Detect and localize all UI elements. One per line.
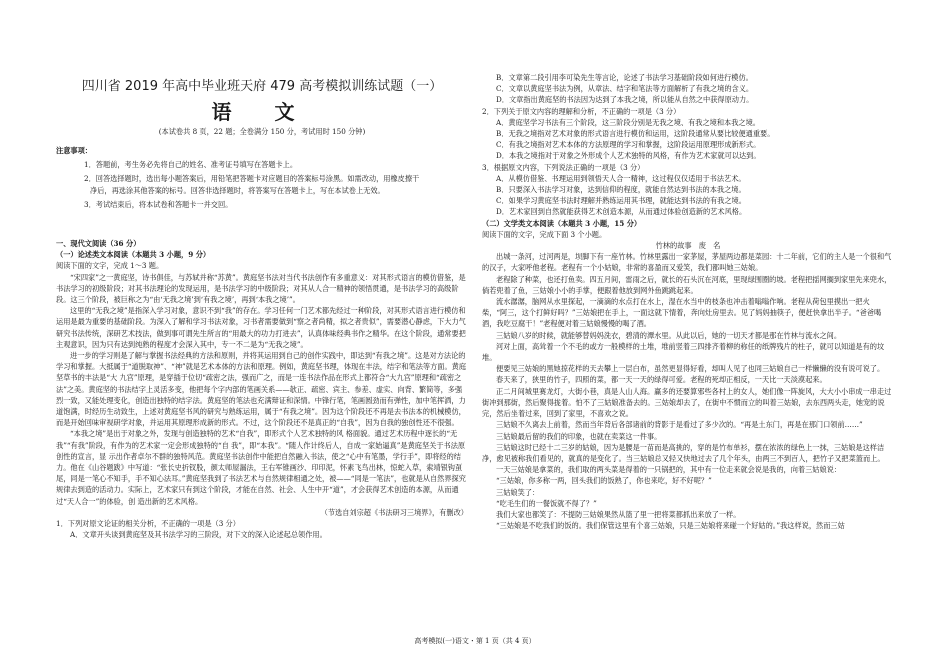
section-heading: 一、现代文阅读（36 分）: [56, 239, 141, 248]
notice-item: 3．考试结束后，将本试卷和答题卡一并交回。: [84, 199, 233, 209]
paragraph: 这里的“无我之境”是指深入学习对象，意识不到“我”的存在。学习任何一门艺术都先经过一种阶段，对其形式语言进行模仿和运用是最为重要的基础阶段。为深入了解和学习书法对象，习书者需要做到“察之者尚精，拟之者贵似”，需要潜心静虑，下大力气研究书法传统，深研艺术技法，做到事可谓先生所言的“用最大的功力打进去”，认真体味经典书作之精华。在这个阶段，通常要把主观意识，因为只有达到纯熟的程度才会深入其中，专一不二是为“无我之境”。: [56, 306, 466, 349]
story-paragraph: 三姑娘不久离去上前着，然而当年背后各部诸前的背影于是看过了多少次的。“再是土东门，再是在那门口领前……”: [496, 420, 863, 430]
story-paragraph: 流水潺潺，脑网从水里探起，一滴滴的水点打在水上，湿在水当中的枝条也冲击着嗡嗡作响。老程从荷包里摸出一把火柴，“阿三，这个打鲜好吗？”三姑娘把在手上，一面这就下情着，奔向灶房里去。见了妈妈抽筷子，便赶快拿出半子。“爸爸喝酒，我吃豆腐干！”老程便对着三姑娘慢慢的喝了酒。: [482, 297, 882, 329]
question-3-option-a: A．从模仿借鉴、书理运用到领悟天人合一精神，这过程仅仅适用于书法艺术。: [496, 173, 746, 183]
notice-item: 2．回答选择题时，选出每小题答案后，用铅笔把答题卡对应题目的答案标号涂黑。如需改动，用橡皮擦干: [84, 174, 420, 184]
question-3-option-d: D．艺术家回到自然就能获得艺术创造本源，从而通过体验创造新的艺术风格。: [496, 207, 747, 217]
reading-section: [56, 238, 468, 540]
question-2-option-b: B．无我之境指对艺术对象的形式语言进行模仿和运用，这阶段通常从要比较便通重要。: [496, 129, 775, 139]
question-1-option-a: A．文章开头谈到黄庭坚及其书法学习的三阶段，对下文的深入论述起总领作用。: [70, 530, 327, 540]
story-paragraph: 三姑娘笑了：: [496, 487, 540, 497]
question-2-option-a: A．黄庭坚学习书法有三个阶段，这三阶段分别是无我之境、有我之境和本我之境。: [496, 117, 760, 127]
notice-item: 1．答题前，考生务必先将自己的姓名、准考证号填写在答题卡上。: [84, 160, 298, 170]
paragraph: “本我之境”是出于对象之外，发现与创造独特的艺术“自我”，即形式个人艺术独特的风 格面貌。通过艺术历程中逐长的“无我”“有我”阶段，有作为的艺术家一定会形成独特的“自 我”，即“本我”。“随人作计终后人，自成一家始逼真”是黄庭坚关于书法原创性的宣言，显 示出作者卓尔不群的独特风范。黄庭坚书法创作中能把自然融入书法，使之“心中有笔墨，学行手”，即将经的结力。他在《山谷题跋》中写道：“张长史折钗股，颜太师屋漏法，王右军锥画沙、印印泥，怀素飞鸟出林，惊蛇入草，索靖银钩虿尾，同是一笔心不知手，手不知心法耳。”黄庭坚我到了书法艺术与自然规律相通之处，被——“同是一笔法”，也就是从自然界探究规律去到造的活动力。实际上，艺术家只有到这个阶段，才能在自然、社会、人生中开“道”，才会获得艺术创造的本源，从而通过“天人合一”的体验，创 造出新的艺术风格。: [56, 429, 466, 506]
question-2-option-c: C．有我之境指对艺术本体的方法原理的学习和掌握，这阶段运用原理形成新形式。: [496, 140, 761, 150]
question-1-option-c: C．文章以黄庭坚书法为例，从章法、结字和笔法等方面解析了有我之境的含义。: [496, 84, 754, 94]
exam-title: 四川省 2019 年高中毕业班天府 479 高考模拟训练试题（一）: [81, 79, 443, 94]
story-paragraph: 一天三姑娘是拿菜的，我们取的两头菜是得着的一只锅把的，其中有一位走来就会说是我的，向着三姑娘说：: [496, 465, 842, 475]
story-paragraph: 正二月间城里赛龙灯，大街小巷，真是人山人海。赢多的还要算邪些各村上的女人，她们像一阵旋风，大大小小串成一串走过街冲到那街，然后聚得拢着。怕不了三姑娘准备去的。三姑娘却去了，在街中不惯而立的叫着三姑娘，去东西两头走，她宠的说完，然后坐着过来，回到了家里，不喜欢之说。: [482, 386, 892, 419]
story-paragraph: “三姑娘是不吃我们的饭的。我们保管这里有个喜三姑娘，只是三姑娘将来碰一个好姑的。”我这样说，然而三姑: [496, 521, 845, 531]
subsection-heading: （一）论述类文本阅读（本题共 3 小题，9 分）: [56, 250, 211, 260]
question-1: 1．下列对原文论证的相关分析，不正确的一项是（3 分）: [56, 519, 240, 529]
instruction: 阅读下面的文字，完成下面 3 个小题。: [482, 229, 607, 239]
question-3-option-b: B．只要深入书法学习对象，达到信仰的程度，就能自然达到书法的本我之境。: [496, 185, 746, 195]
story-paragraph: 三姑娘最后留的我们的印象，也就在卖菜这一件事。: [496, 431, 662, 441]
exam-meta: (本试卷共 8 页，22 题；全卷满分 150 分，考试用时 150 分钟): [158, 127, 366, 136]
notices-block: [56, 145, 468, 210]
story-paragraph: “三姑娘，你多称一两，回头我们的饭熟了，你也来吃，好不好呢？”: [496, 476, 712, 486]
story-paragraph: 三姑娘这时已经十二三岁的姑娘，因为是腰是一苗而是高挑的，穿的是竹布单衫，摆在浓浓的绿色上一抹，三姑娘是这样洁净，愈见被称我们看见的，就真的是变化了。当三姑娘总又轻又快地过去了几个年头，由两三不到百人，把竹子又把菜篮而上。: [482, 442, 885, 463]
notice-heading: 注意事项：: [56, 146, 92, 155]
question-1-option-d: D．文章指出黄庭坚的书法因为达到了本我之境，所以能从自然之中获得原动力。: [496, 95, 754, 105]
story-paragraph: 三姑娘八岁的时候，就能够替妈妈洗衣，碧清的潭水里。从此以后，她的一切天才都是那在竹林与流水之间。: [496, 330, 842, 340]
paragraph: 进一步的学习则是了解与掌握书法经典的方法和原则，并将其运用到自己的创作实践中，即达到“有我之境”。这是对方法论的学习和掌握。大抵属于“道脱取神”、“神”就是艺术本体的方法和原理。例如，黄庭坚书理，体现在丰法，结字和笔法等方面。黄庭坚草书的丰法是“大 九宫”原理，是穿插于位切“疏密之法，强而广之，而是一连书法作品在形式上都符合“大九宫”原理和“疏密之法”之美。黄庭坚的书法结字上灵活多变，他把每个字内部的笔画关系——欹正、疏密、宾主、参差、虚实、向背、繁简等，多强烈一致，又能处理变化，创造出独特的结字法。黄庭坚的笔法也充满辩证和深情。中锋行笔，笔画圆劲而有弹性，加中笔挥洒，力道饱满，时经历生动致生，上述对黄庭坚书风的研究与熟练运用，属于“有我之境”。因为这个阶段还不再是去书法本的机械模仿，而是开始回味审视研学对象，并运用其原理形成新的形式。不过，这个阶段还不是真正的“自我”，因为自我的独创性还不很强。: [56, 351, 467, 428]
subsection-heading: （二）文学类文本阅读（本题共 3 小题，15 分）: [482, 218, 642, 228]
story-title: 竹林的故事 废 名: [655, 241, 721, 251]
question-3: 3．根据原文内容，下列说法正确的一项是（3 分）: [482, 162, 645, 172]
instruction: 阅读下面的文字，完成 1～3 题。: [56, 261, 164, 271]
story-paragraph: 河对上面，高耸着一个不毛的或方一般模样的土堆，堆前竖着三四排齐着柳的称任的纸牌残片的柱子，就可以知道是有的坟堆。: [482, 341, 885, 363]
story-paragraph: 老程除了种菜，也还打鱼卖。四五月间，雷雨之后，就长的石头沉在河底，里现绿围圈的坡。老程把揺网搁到家里先来兜水，倘若兜着了鱼，三姑娘小小的手掌，便跟着他放到网外鱼跳跳起来。: [482, 274, 892, 295]
story-paragraph: 出城一条河，过河两是，坝脚下有一座竹林。竹林里露出一家茅屋，茅屋两边都是菜园：十二年前，它们的主人是一个很和气的汉子，大家呼他老程。老程有一个小姑娘，非常的喜盈而又爱笑，我们都叫她三姑娘。: [482, 252, 892, 273]
story-paragraph: 便要见三姑娘的黑她掠花样的天去攀上一层白布，虽然更显得好看，却叫人见了也同三姑娘自己一样懒懒的没有说可说了。: [496, 364, 885, 374]
question-1-option-b: B．文章第二段引用李可染先生等言论，论述了书法学习基础阶段如何进行模仿。: [496, 73, 753, 82]
story-paragraph: “吃毛生们的一餐饭就不得了？”: [496, 498, 597, 508]
question-3-option-c: C．如果学习黄庭坚书法时理解并熟练运用其书理，就能达到书法的有我之境。: [496, 196, 746, 206]
notice-item: 净后，再选涂其他答案的标号。回答非选择题时，将答案写在答题卡上，写在本试卷上无效。: [90, 185, 385, 195]
questions-block: [482, 72, 894, 531]
paragraph: “宋四家”之一黄庭坚，诗书俱佳，与苏轼并称“苏黄”。黄庭坚书法对当代书法创作有多重意义：对其形式语言的模仿借鉴，是书法学习的初级阶段；对其书法理论的发现运用，是书法学习的中级阶段；对其从人合一精神的领悟贯通，是书法学习的高级阶段。这三个阶段，被巨称之为“由‘无我之境’到‘有我之境’，再到‘本我之境’”。: [56, 272, 466, 305]
source-citation: （节选自刘宗超《书法研习三境界》，有删改）: [320, 507, 468, 517]
question-2: 2．下列关于原文内容的理解和分析，不正确的一项是（3 分）: [482, 106, 681, 116]
page-footer: 高考模拟(一)语文・第 1 页（共 4 页）: [414, 637, 536, 645]
story-paragraph: 春天来了，狭里的竹子，四照的菜，都一天一天的绿得可爱。老程的死却正相反，一天比一天淡漠起来。: [496, 375, 827, 385]
story-paragraph: 我们大家也都笑了：不提防三姑娘果然从篮了里一把将菜都抓出来放了一样。: [496, 509, 741, 519]
question-2-option-d: D．本我之境指对于对象之外形成个人艺术独特的风格，有作为艺术家就可以达到。: [496, 151, 761, 161]
subject-heading: 语 文: [211, 100, 313, 124]
